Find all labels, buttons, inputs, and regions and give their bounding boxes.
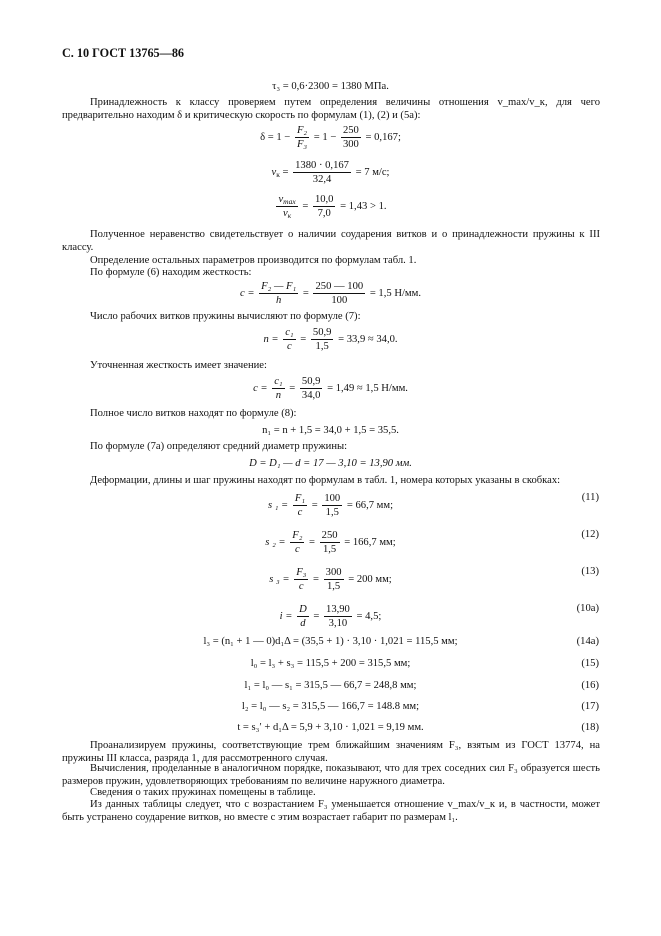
s3-eq-rhs: = 200 мм; xyxy=(348,573,392,585)
paragraph-result: Полученное неравенство свидетельствует о наличии соударения витков и о принадлежности пружины к III классу. xyxy=(62,229,600,253)
s3-eq-num2: 300 xyxy=(325,567,342,578)
equation-number-18: (18) xyxy=(581,722,599,733)
c-eq-den2: 100 xyxy=(331,295,348,306)
ratio-eq-den2: 7,0 xyxy=(317,208,331,219)
equation-number-15: (15) xyxy=(581,658,599,669)
s2-eq-num2: 250 xyxy=(321,530,338,541)
s1-eq-num2: 100 xyxy=(324,493,341,504)
i-eq-rhs: = 4,5; xyxy=(356,610,382,622)
delta-eq-frac2 xyxy=(341,124,361,151)
n-eq-mid: = xyxy=(300,333,307,345)
s1-eq-mid: = xyxy=(311,499,318,511)
i-eq-mid: = xyxy=(313,610,320,622)
c-eq-frac2 xyxy=(313,280,365,307)
ratio-eq-num-sub: max xyxy=(283,197,296,206)
s2-eq-num: F₂ xyxy=(292,530,303,541)
paragraph-formula6: По формуле (6) находим жесткость: xyxy=(90,267,252,278)
delta-eq-mid: = 1 − xyxy=(313,131,337,143)
delta-eq-den2: 300 xyxy=(342,139,359,150)
c-eq-mid: = xyxy=(302,287,309,299)
ratio-eq-rhs: = 1,43 > 1. xyxy=(340,200,387,212)
equation-number-14a: (14а) xyxy=(576,636,599,647)
equation-number-16: (16) xyxy=(581,680,599,691)
s2-eq-frac2 xyxy=(320,529,340,556)
s1-eq-rhs: = 66,7 мм; xyxy=(346,499,394,511)
s3-eq-den2: 1,5 xyxy=(326,581,341,592)
delta-eq-num2: 250 xyxy=(342,125,359,136)
paragraph-class-check: Принадлежность к классу проверяем путем определения величины отношения v_max/v_к, для чего предварительно находим δ и критическую скорость по формулам (1), (2) и (5а): xyxy=(62,97,600,121)
s1-eq-den: c xyxy=(297,507,303,518)
c-eq-num: F₂ — F₁ xyxy=(261,281,297,292)
c2-eq-mid: = xyxy=(289,382,296,394)
i-eq-den: d xyxy=(300,618,306,629)
c-eq-rhs: = 1,5 Н/мм. xyxy=(369,287,421,299)
c2-eq-frac1 xyxy=(272,375,284,402)
s3-eq-mid: = xyxy=(313,573,319,585)
l3-formula: l₃ = (n₁ + 1 — 0)d₁Δ = (35,5 + 1) · 3,10 · 1,021 = 115,5 мм; xyxy=(203,636,458,647)
c-eq-frac1 xyxy=(259,280,298,307)
ratio-equation: $\frac{v_{max}}{v_к}$ = $\frac{10,0}{7,0}$ = 1,43 > 1. xyxy=(278,194,387,220)
l2-formula: l₂ = l₀ — s₂ = 315,5 — 166,7 = 148.8 мм; xyxy=(241,701,420,712)
s1-eq-num: F₁ xyxy=(294,493,306,504)
s3-eq-frac1 xyxy=(294,566,308,593)
ratio-eq-den-sub: к xyxy=(287,211,292,220)
vk-equation: $v_к$ = $\frac{1380 \cdot 0,167}{32,4}$ = 7 м/с; xyxy=(271,160,390,185)
ratio-eq-frac1 xyxy=(276,193,297,220)
paragraph-other-params: Определение остальных параметров производится по формулам табл. 1. xyxy=(90,255,417,266)
page-header: С. 10 ГОСТ 13765—86 xyxy=(62,46,185,60)
t-formula: t = s₃′ + d₁Δ = 5,9 + 3,10 · 1,021 = 9,19 мм. xyxy=(237,722,424,733)
n-eq-den2: 1,5 xyxy=(315,341,329,352)
c2-eq-lhs: c = xyxy=(253,382,268,394)
c2-eq-num: c₁ xyxy=(274,376,283,387)
n-eq-frac1 xyxy=(283,326,295,353)
i-eq-num: D xyxy=(299,604,307,615)
paragraph-refined: Уточненная жесткость имеет значение: xyxy=(90,360,267,371)
i-eq-lhs: i = xyxy=(279,610,293,622)
paragraph-formula7a: По формуле (7а) определяют средний диаметр пружины: xyxy=(90,441,348,452)
s3-eq-den: c xyxy=(298,581,304,592)
paragraph-calculations: Вычисления, проделанные в аналогичном порядке, показывают, что для трех соседних сил F₃ образуется шесть размеров пружин, удовлетворяющих требованиям по величине наружного диаметра. xyxy=(62,763,600,787)
c2-eq-den2: 34,0 xyxy=(301,390,321,401)
delta-eq-frac1 xyxy=(295,124,309,151)
tau3-formula: τ₃ = 0,6·2300 = 1380 МПа. xyxy=(272,81,389,92)
s2-eq-rhs: = 166,7 мм; xyxy=(344,536,396,548)
n-eq-den: c xyxy=(287,341,292,352)
s1-equation xyxy=(0,492,661,519)
paragraph-analyze: Проанализируем пружины, соответствующие трем ближайшим значениям F₃, взятым из ГОСТ 13774, на пружины III класса, разряда 1, для рассмотренного случая. xyxy=(62,740,600,764)
n-eq-num: c₁ xyxy=(285,327,294,338)
vk-eq-num: 1380 · 0,167 xyxy=(295,160,349,171)
ratio-eq-num2: 10,0 xyxy=(314,194,334,205)
c2-eq-rhs: = 1,49 ≈ 1,5 Н/мм. xyxy=(327,382,408,394)
ratio-eq-num-main: v xyxy=(278,194,284,205)
c-equation xyxy=(0,280,661,307)
c2-equation xyxy=(0,375,661,402)
i-eq-frac1 xyxy=(297,603,309,630)
paragraph-formula7: Число рабочих витков пружины вычисляют по формуле (7): xyxy=(90,311,361,322)
s3-eq-num: F₃ xyxy=(296,567,307,578)
n-eq-frac2 xyxy=(311,326,334,353)
vk-eq-rhs: = 7 м/с; xyxy=(355,166,390,178)
paragraph-table-info: Сведения о таких пружинах помещены в таблице. xyxy=(90,787,316,798)
n-eq-rhs: = 33,9 ≈ 34,0. xyxy=(338,333,398,345)
i-eq-frac2 xyxy=(324,603,352,630)
s1-eq-frac2 xyxy=(322,492,342,519)
i-eq-num2: 13,90 xyxy=(326,604,350,615)
vk-eq-lhs: v xyxy=(271,166,277,178)
delta-eq-den: F₃ xyxy=(296,139,308,150)
ratio-eq-den-main: v xyxy=(282,208,288,219)
i-eq-den2: 3,10 xyxy=(328,618,348,629)
vk-eq-den: 32,4 xyxy=(312,174,332,185)
s2-eq-den2: 1,5 xyxy=(322,544,337,555)
equation-number-12: (12) xyxy=(581,529,599,540)
n-eq-num2: 50,9 xyxy=(312,327,332,338)
n1-formula: n₁ = n + 1,5 = 34,0 + 1,5 = 35,5. xyxy=(262,425,399,436)
c-eq-den: h xyxy=(276,295,282,306)
n-eq-lhs: n = xyxy=(263,333,279,345)
c2-eq-den: n xyxy=(275,390,282,401)
D-formula: D = D₁ — d = 17 — 3,10 = 13,90 мм. xyxy=(249,458,412,469)
l1-formula: l₁ = l₀ — s₁ = 315,5 — 66,7 = 248,8 мм; xyxy=(244,680,417,691)
i-equation xyxy=(0,603,661,630)
equation-number-10a: (10а) xyxy=(576,603,599,614)
delta-eq-lhs: δ = 1 − xyxy=(260,131,291,143)
s1-eq-frac1 xyxy=(293,492,307,519)
s3-equation xyxy=(0,566,661,593)
s2-eq-lhs: s ₂ = xyxy=(265,536,286,548)
s2-eq-frac1 xyxy=(290,529,304,556)
s2-eq-den: c xyxy=(294,544,300,555)
delta-eq-num: F₂ xyxy=(296,125,308,136)
delta-eq-rhs: = 0,167; xyxy=(365,131,401,143)
c-eq-num2: 250 — 100 xyxy=(315,281,364,292)
c2-eq-frac2 xyxy=(300,375,323,402)
equation-number-11: (11) xyxy=(581,492,599,503)
s1-eq-lhs: s ₁ = xyxy=(267,499,289,511)
s2-eq-mid: = xyxy=(309,536,316,548)
c2-eq-num2: 50,9 xyxy=(301,376,321,387)
l0-formula: l₀ = l₃ + s₃ = 115,5 + 200 = 315,5 мм; xyxy=(250,658,411,669)
delta-equation xyxy=(0,124,661,151)
paragraph-formula8: Полное число витков находят по формуле (8): xyxy=(90,408,297,419)
equation-number-17: (17) xyxy=(581,701,599,712)
s2-equation xyxy=(0,529,661,556)
vk-eq-lhs-sub: к xyxy=(276,169,280,179)
paragraph-conclusion: Из данных таблицы следует, что с возрастанием F₃ уменьшается отношение v_max/v_к и, в частности, может быть устранено соударение витков, но вместе с этим возрастает габарит по размерам l₁. xyxy=(62,799,600,823)
c-eq-lhs: c = xyxy=(240,287,255,299)
s1-eq-den2: 1,5 xyxy=(325,507,339,518)
s3-eq-frac2 xyxy=(324,566,344,593)
equation-number-13: (13) xyxy=(581,566,599,577)
ratio-eq-frac2 xyxy=(313,193,336,220)
s3-eq-lhs: s ₃ = xyxy=(269,573,290,585)
paragraph-deformations: Деформации, длины и шаг пружины находят по формулам в табл. 1, номера которых указаны в скобках: xyxy=(90,475,561,486)
vk-eq-frac xyxy=(293,159,351,186)
n-equation xyxy=(0,326,661,353)
